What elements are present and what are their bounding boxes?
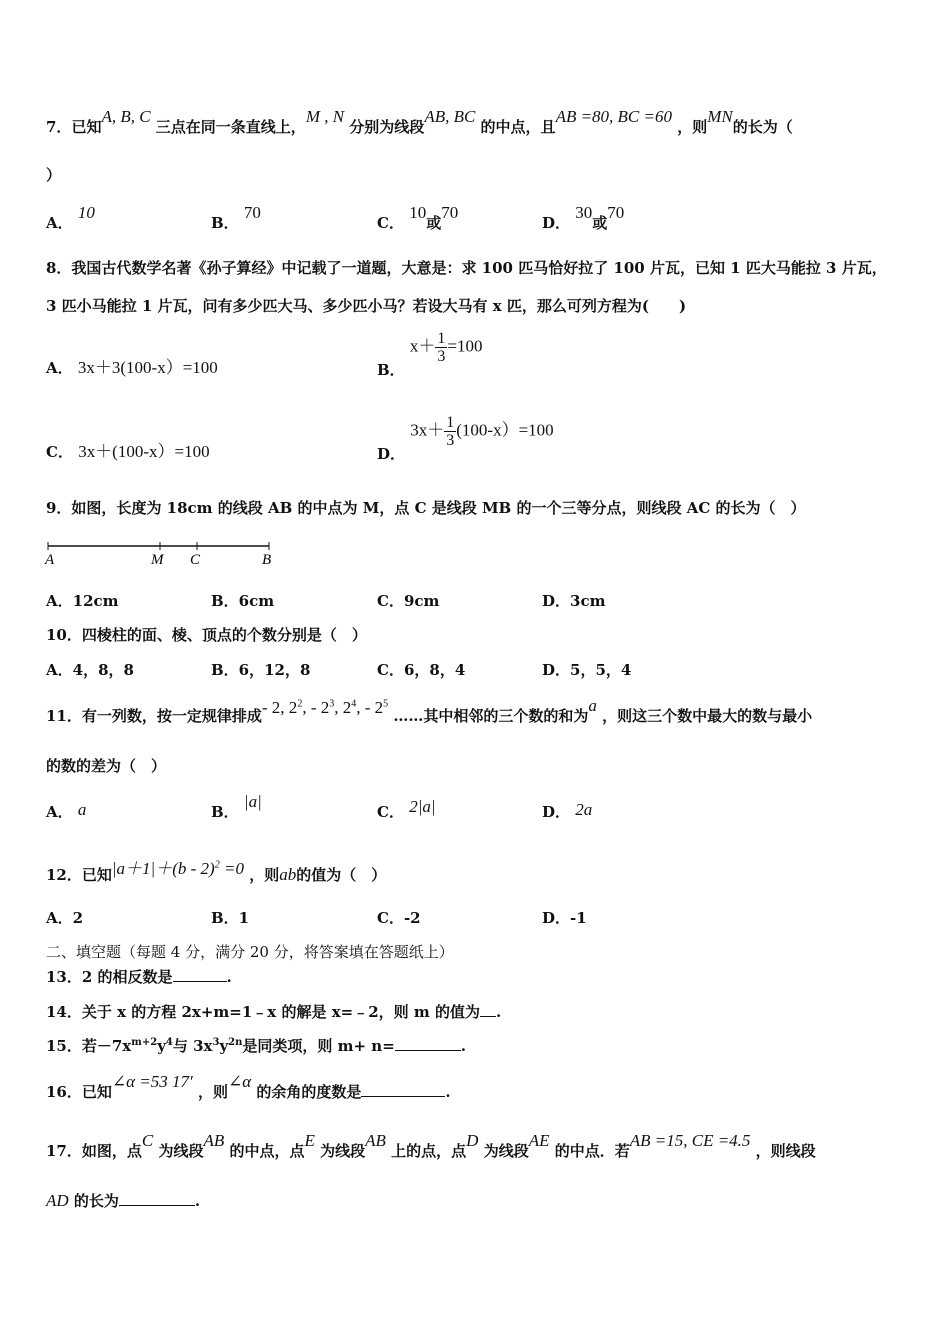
option-label: A． bbox=[46, 214, 73, 232]
option-value2: 70 bbox=[441, 203, 459, 222]
seq-part: , - 2 bbox=[356, 698, 384, 717]
q7-math-mn: M , N bbox=[305, 107, 345, 126]
seq-exp: 2 bbox=[297, 698, 303, 710]
q7-option-a[interactable] bbox=[46, 203, 95, 233]
q15-exp: 2n bbox=[228, 1037, 243, 1048]
q17-math: E bbox=[304, 1131, 315, 1150]
q15-text: 与 3x bbox=[172, 1037, 213, 1055]
point-label-a: A bbox=[45, 552, 55, 568]
q8-stem-line1 bbox=[46, 257, 887, 278]
q7-text: 的长为（ bbox=[732, 118, 793, 136]
q17-text: ，则线段 bbox=[755, 1142, 816, 1160]
q14-stem bbox=[46, 1001, 501, 1022]
q8-line2: 3 匹小马能拉 1 片瓦，问有多少匹大马、多少匹小马？若设大马有 x 匹，那么可列方程为( ) bbox=[46, 297, 687, 315]
q16-math-angle: ∠α =53 17′ bbox=[111, 1072, 193, 1091]
q17-text: 为线段 bbox=[320, 1142, 366, 1160]
q12-option-c[interactable] bbox=[377, 907, 421, 928]
option-label: B． bbox=[211, 803, 239, 821]
seq-part: - 2, 2 bbox=[261, 698, 298, 717]
fraction-denominator: 3 bbox=[437, 348, 446, 365]
q15-exp: 3 bbox=[212, 1037, 220, 1048]
seq-part: , - 2 bbox=[302, 698, 330, 717]
q8-option-d[interactable] bbox=[377, 414, 554, 463]
option-label: C．6，8，4 bbox=[377, 661, 466, 679]
seq-part: , 2 bbox=[334, 698, 352, 717]
q17-math: AB =15, CE =4.5 bbox=[629, 1131, 751, 1150]
q7-number: 7． bbox=[46, 118, 72, 136]
q11-option-a[interactable] bbox=[46, 801, 86, 822]
q12-stem bbox=[46, 860, 386, 885]
q7-close: ） bbox=[46, 166, 62, 184]
expr-part: |a＋1|＋(b - 2) bbox=[111, 859, 215, 878]
q12-option-d[interactable] bbox=[542, 907, 587, 928]
option-label: A． bbox=[46, 803, 73, 821]
answer-blank[interactable] bbox=[173, 967, 227, 982]
q7-option-b[interactable] bbox=[211, 203, 261, 233]
option-equation-pre: 3x＋ bbox=[410, 420, 445, 440]
q16-text: 16．已知 bbox=[46, 1083, 112, 1101]
q7-text: 的中点，且 bbox=[480, 118, 556, 136]
q9-option-a[interactable] bbox=[46, 590, 119, 611]
seq-exp: 5 bbox=[383, 698, 389, 710]
q12-text: 的值为（ ） bbox=[296, 866, 387, 884]
fraction bbox=[435, 330, 447, 365]
option-label: D． bbox=[542, 803, 571, 821]
point-label-m: M bbox=[151, 552, 164, 568]
fraction-numerator: 1 bbox=[437, 330, 446, 347]
q17-text: 17．如图，点 bbox=[46, 1142, 142, 1160]
option-label: D．5，5，4 bbox=[542, 661, 632, 679]
option-label: B．6，12，8 bbox=[211, 661, 311, 679]
q17-math-ad: AD bbox=[46, 1191, 69, 1210]
q7-stem bbox=[46, 107, 793, 137]
q11-option-d[interactable] bbox=[542, 801, 592, 822]
expr-part: =0 bbox=[219, 859, 244, 878]
q7-math-points: A, B, C bbox=[101, 107, 151, 126]
answer-blank[interactable] bbox=[119, 1191, 195, 1206]
q7-close-paren bbox=[46, 164, 61, 185]
q7-text: 三点在同一条直线上， bbox=[155, 118, 306, 136]
option-label: C．-2 bbox=[377, 909, 421, 927]
q7-math-mn-seg: MN bbox=[707, 107, 733, 126]
q15-stem bbox=[46, 1035, 466, 1056]
seq-exp: 4 bbox=[351, 698, 357, 710]
option-label: C． bbox=[377, 803, 404, 821]
option-label: A．2 bbox=[46, 909, 84, 927]
q17-text: 的中点．若 bbox=[554, 1142, 630, 1160]
q13-end: . bbox=[226, 968, 232, 986]
q17-math: AB bbox=[203, 1131, 225, 1150]
option-value: 10 bbox=[409, 203, 427, 222]
option-or: 或 bbox=[426, 214, 442, 232]
q14-text: 14．关于 x 的方程 2x+m=1﹣x 的解是 x=﹣2，则 m 的值为 bbox=[46, 1003, 480, 1021]
q11-sequence bbox=[262, 698, 388, 717]
q13-text: 13．2 的相反数是 bbox=[46, 968, 173, 986]
answer-blank[interactable] bbox=[395, 1036, 461, 1051]
q11-option-c[interactable] bbox=[377, 797, 436, 822]
q15-text: y bbox=[157, 1037, 166, 1055]
option-equation: 3x＋(100-x）=100 bbox=[78, 442, 210, 461]
q11-stem bbox=[46, 696, 813, 726]
q12-expression bbox=[112, 859, 244, 878]
q7-text: ，则 bbox=[677, 118, 708, 136]
expr-exp: 2 bbox=[214, 859, 220, 871]
q10-stem bbox=[46, 624, 367, 645]
q7-math-lengths: AB =80, BC =60 bbox=[555, 107, 672, 126]
option-label: D．3cm bbox=[542, 592, 606, 610]
option-label: D． bbox=[377, 444, 406, 463]
q17-text: 上的点，点 bbox=[391, 1142, 467, 1160]
q11-option-b[interactable] bbox=[211, 792, 262, 822]
q17-math: AE bbox=[528, 1131, 550, 1150]
q17-text: 为线段 bbox=[483, 1142, 529, 1160]
q12-text: 12．已知 bbox=[46, 866, 112, 884]
option-label: C．9cm bbox=[377, 592, 440, 610]
q17-math: AB bbox=[365, 1131, 386, 1150]
option-value: 30 bbox=[575, 203, 593, 222]
option-label: B． bbox=[211, 214, 239, 232]
q7-text: 已知 bbox=[71, 118, 102, 136]
q17-math: C bbox=[141, 1131, 154, 1150]
option-label: D．-1 bbox=[542, 909, 587, 927]
q11-line2: 的数的差为（ ） bbox=[46, 757, 167, 775]
q11-text: ……其中相邻的三个数的和为 bbox=[393, 707, 589, 725]
q10-option-b[interactable] bbox=[211, 659, 310, 680]
q10-option-d[interactable] bbox=[542, 659, 631, 680]
q9-option-b[interactable] bbox=[211, 590, 274, 611]
q17-text: 的中点，点 bbox=[229, 1142, 305, 1160]
q14-end: . bbox=[495, 1003, 502, 1021]
option-label: B．6cm bbox=[211, 592, 275, 610]
q13-stem bbox=[46, 966, 232, 987]
q12-option-b[interactable] bbox=[211, 907, 249, 928]
q15-exp: 4 bbox=[165, 1037, 173, 1048]
option-equation-post: =100 bbox=[447, 336, 483, 356]
q7-option-d[interactable] bbox=[542, 203, 625, 233]
q8-stem-line2 bbox=[46, 295, 686, 316]
fraction bbox=[444, 414, 456, 449]
q17-end: . bbox=[194, 1192, 201, 1210]
q17-text: 的长为 bbox=[73, 1192, 119, 1210]
option-label: A． bbox=[46, 359, 73, 377]
q8-option-b[interactable] bbox=[377, 330, 483, 379]
q7-math-segments: AB, BC bbox=[424, 107, 476, 126]
option-or: 或 bbox=[592, 214, 608, 232]
q17-math: D bbox=[466, 1131, 479, 1150]
q17-stem bbox=[46, 1131, 816, 1161]
fraction-numerator: 1 bbox=[446, 414, 455, 431]
q15-exp: m+2 bbox=[131, 1037, 158, 1048]
q15-end: . bbox=[460, 1037, 466, 1055]
q10-option-c[interactable] bbox=[377, 659, 465, 680]
answer-blank[interactable] bbox=[480, 1002, 496, 1017]
q11-math-a: a bbox=[588, 696, 597, 715]
option-label: A．4，8，8 bbox=[46, 661, 134, 679]
option-value: 2a bbox=[575, 800, 593, 819]
fraction-denominator: 3 bbox=[446, 432, 455, 449]
option-label: A．12cm bbox=[46, 592, 119, 610]
q16-text: ，则 bbox=[197, 1083, 228, 1101]
point-label-b: B bbox=[262, 552, 272, 568]
section-title: 二、填空题（每题 4 分，满分 20 分，将答案填在答题纸上） bbox=[46, 943, 454, 961]
q9-option-c[interactable] bbox=[377, 590, 439, 611]
section-heading bbox=[46, 941, 454, 962]
q16-math-alpha: ∠α bbox=[227, 1072, 252, 1091]
q17-stem-line2 bbox=[46, 1190, 200, 1211]
q9-segment-figure bbox=[44, 538, 284, 572]
q9-stem bbox=[46, 497, 805, 518]
q9-text: 9．如图，长度为 18cm 的线段 AB 的中点为 M，点 C 是线段 MB 的一个三等分点，则线段 AC 的长为（ ） bbox=[46, 499, 806, 517]
q11-stem-line2 bbox=[46, 755, 166, 776]
q10-option-a[interactable] bbox=[46, 659, 134, 680]
option-value: 70 bbox=[243, 203, 261, 222]
option-label: B．1 bbox=[211, 909, 250, 927]
q11-text: 11．有一列数，按一定规律排成 bbox=[46, 707, 262, 725]
q10-text: 10．四棱柱的面、棱、顶点的个数分别是（ ） bbox=[46, 626, 367, 644]
option-equation-post: (100-x）=100 bbox=[456, 420, 554, 440]
q16-end: . bbox=[445, 1083, 451, 1101]
q17-text: 为线段 bbox=[158, 1142, 204, 1160]
option-value2: 70 bbox=[607, 203, 625, 222]
point-label-c: C bbox=[190, 552, 201, 568]
q8-line1: 8．我国古代数学名著《孙子算经》中记载了一道题，大意是：求 100 匹马恰好拉了 100 片瓦，已知 1 匹大马能拉 3 片瓦， bbox=[46, 259, 887, 277]
option-equation-pre: x＋ bbox=[409, 336, 436, 356]
q12-text: ，则 bbox=[249, 866, 280, 884]
option-label: C． bbox=[46, 443, 73, 461]
q11-text: ，则这三个数中最大的数与最小 bbox=[602, 707, 813, 725]
q15-text: 是同类项，则 m+ n= bbox=[242, 1037, 395, 1055]
q8-option-a[interactable] bbox=[46, 353, 218, 378]
option-value: a bbox=[77, 800, 87, 819]
q12-math-ab: ab bbox=[279, 865, 297, 884]
q7-text: 分别为线段 bbox=[349, 118, 425, 136]
q12-option-a[interactable] bbox=[46, 907, 83, 928]
option-label: C． bbox=[377, 214, 404, 232]
seq-exp: 3 bbox=[329, 698, 335, 710]
q16-stem bbox=[46, 1072, 451, 1102]
answer-blank[interactable] bbox=[361, 1082, 445, 1097]
option-value: 2|a| bbox=[409, 797, 436, 816]
option-label: D． bbox=[542, 214, 571, 232]
q7-option-c[interactable] bbox=[377, 203, 459, 233]
option-equation: 3x＋3(100-x）=100 bbox=[77, 358, 218, 377]
q8-option-c[interactable] bbox=[46, 437, 210, 462]
q15-text: 15．若－7x bbox=[46, 1037, 132, 1055]
q9-option-d[interactable] bbox=[542, 590, 605, 611]
q16-text: 的余角的度数是 bbox=[256, 1083, 362, 1101]
q15-text: y bbox=[219, 1037, 229, 1055]
option-label: B． bbox=[377, 360, 405, 379]
option-value: |a| bbox=[243, 792, 262, 811]
option-value: 10 bbox=[77, 203, 95, 222]
